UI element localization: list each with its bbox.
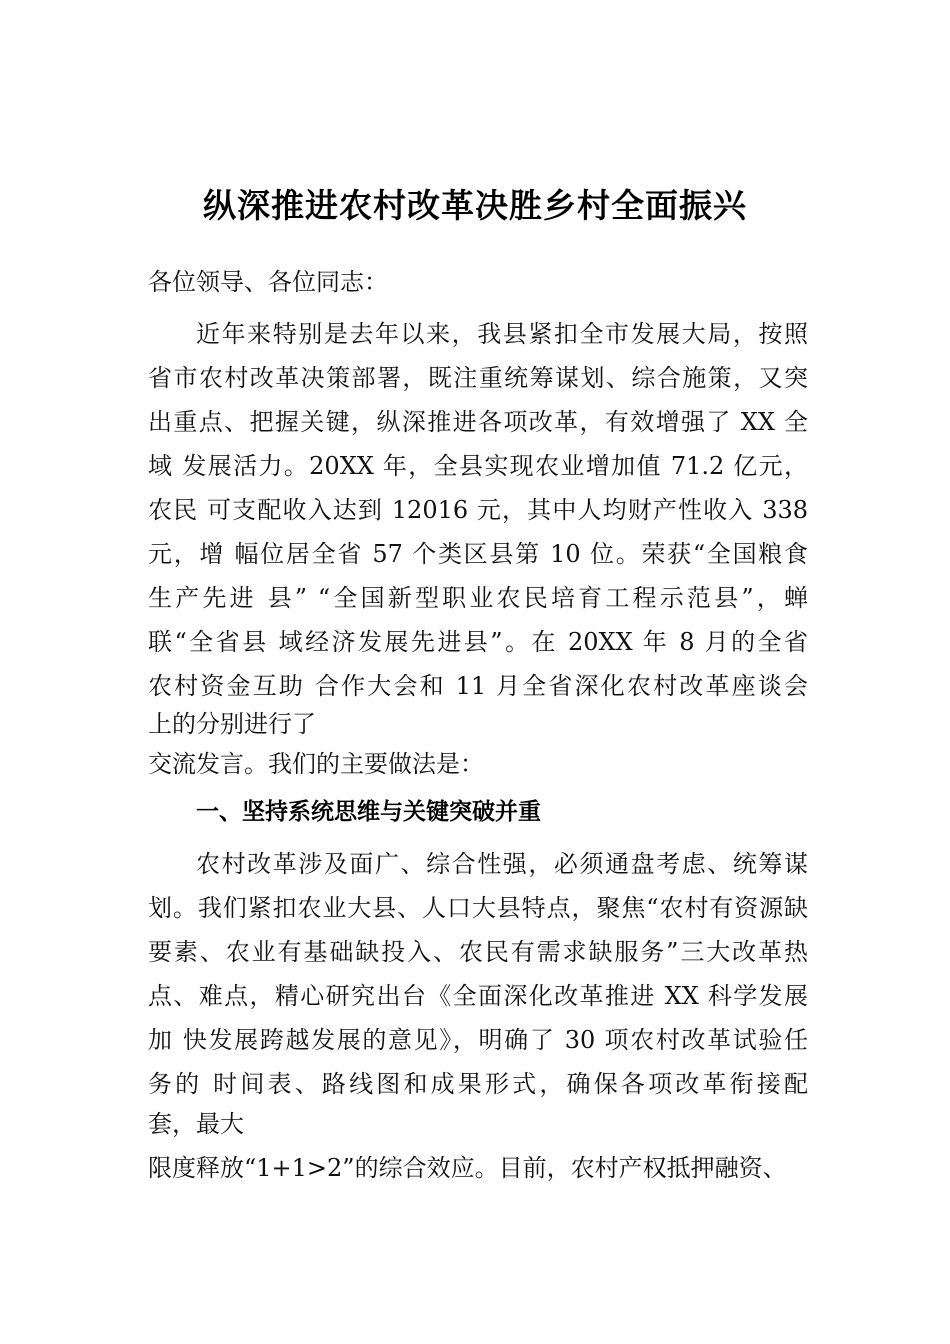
document-title: 纵深推进农村改革决胜乡村全面振兴 <box>203 186 747 225</box>
para1-line-2: 省市农村改革决策部署，既注重统筹谋划、综合施策，又突 <box>148 364 808 392</box>
para2-line-1: 农村改革涉及面广、综合性强，必须通盘考虑、统筹谋 <box>196 850 808 878</box>
para1-line-11: 交流发言。我们的主要做法是： <box>148 750 484 778</box>
para2-line-7: 套，最大 <box>148 1110 244 1138</box>
para1-line-3: 出重点、把握关键，纵深推进各项改革，有效增强了 XX 全 <box>148 408 808 436</box>
salutation: 各位领导、各位同志： <box>148 268 388 296</box>
para1-line-1: 近年来特别是去年以来，我县紧扣全市发展大局，按照 <box>196 320 808 348</box>
para2-line-2: 划。我们紧扣农业大县、人口大县特点，聚焦“农村有资源缺 <box>148 894 808 922</box>
para1-line-10: 上的分别进行了 <box>148 710 316 738</box>
para1-line-7: 生产先进 县” “全国新型职业农民培育工程示范县”，蝉 <box>148 584 808 612</box>
para2-line-8: 限度释放“1+1>2”的综合效应。目前，农村产权抵押融资、 <box>148 1154 787 1182</box>
para1-line-4: 域 发展活力。20XX 年，全县实现农业增加值 71.2 亿元， <box>148 452 808 480</box>
para2-line-3: 要素、农业有基础缺投入、农民有需求缺服务”三大改革热 <box>148 938 808 966</box>
section-heading: 一、坚持系统思维与关键突破并重 <box>196 799 541 825</box>
para2-line-6: 务的 时间表、路线图和成果形式，确保各项改革衔接配 <box>148 1070 808 1098</box>
para1-line-8: 联“全省县 域经济发展先进县”。在 20XX 年 8 月的全省 <box>148 628 808 656</box>
para2-line-4: 点、难点，精心研究出台《全面深化改革推进 XX 科学发展 <box>148 982 808 1010</box>
para2-line-5: 加 快发展跨越发展的意见》，明确了 30 项农村改革试验任 <box>148 1026 808 1054</box>
para1-line-6: 元，增 幅位居全省 57 个类区县第 10 位。荣获“全国粮食 <box>148 540 808 568</box>
para1-line-5: 农民 可支配收入达到 12016 元，其中人均财产性收入 338 <box>148 496 808 524</box>
para1-line-9: 农村资金互助 合作大会和 11 月全省深化农村改革座谈会 <box>148 672 808 700</box>
